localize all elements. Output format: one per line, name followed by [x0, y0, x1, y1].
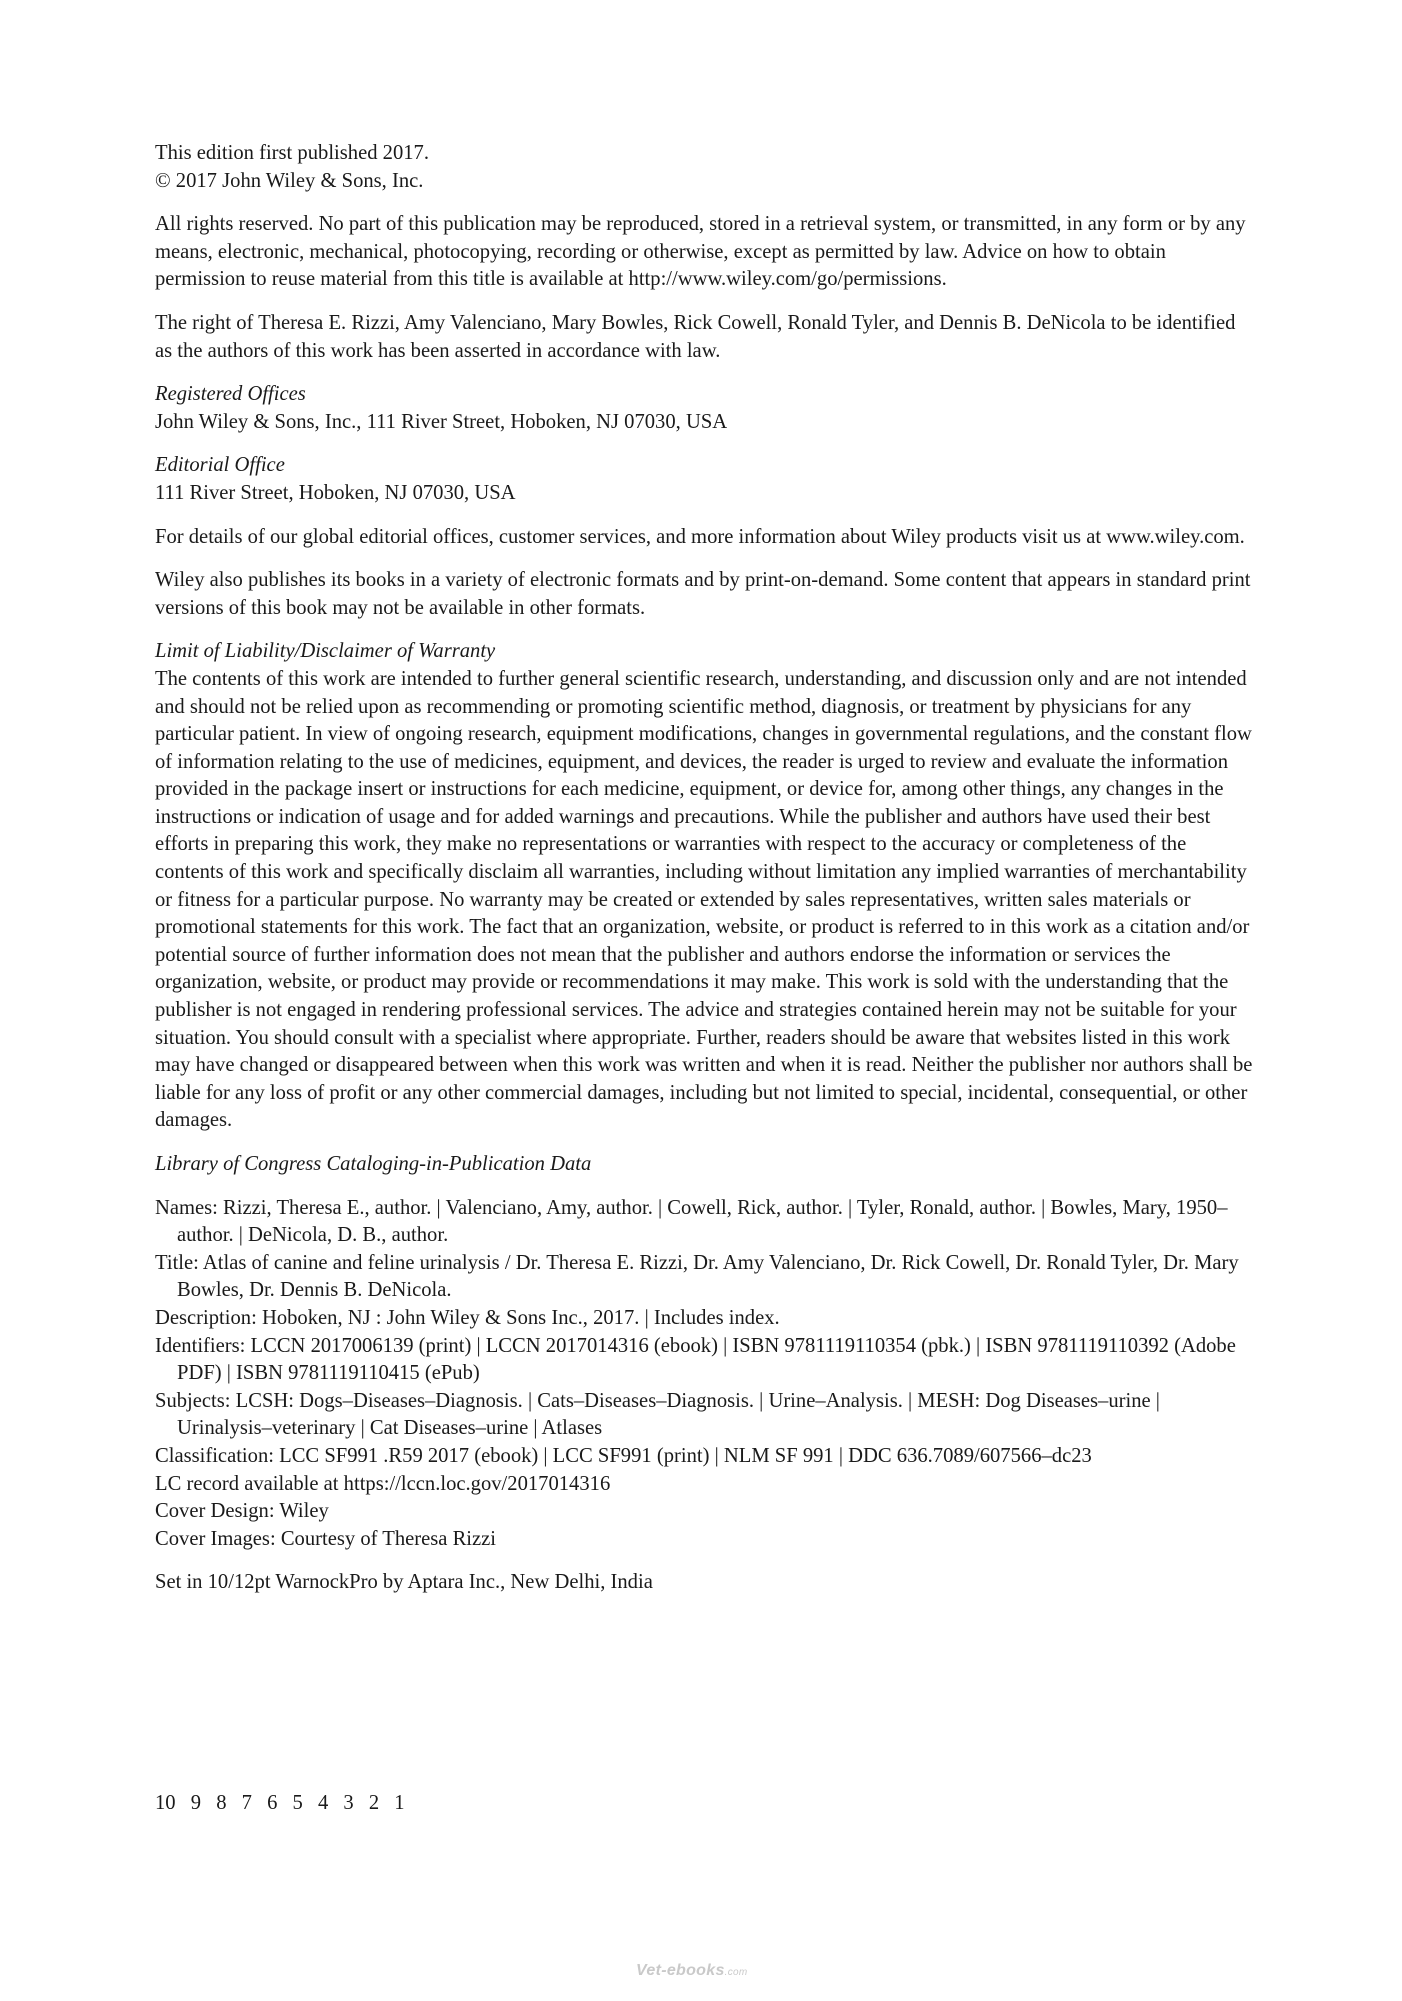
editorial-office-address: 111 River Street, Hoboken, NJ 07030, USA	[155, 481, 516, 504]
print-line: 10 9 8 7 6 5 4 3 2 1	[155, 1792, 405, 1814]
copyright-page	[155, 140, 1255, 1613]
cip-lc-record: LC record available at https://lccn.loc.gov/2017014316	[155, 1472, 611, 1495]
editorial-office-heading: Editorial Office	[155, 454, 285, 477]
registered-offices	[155, 381, 1255, 436]
details-paragraph: For details of our global editorial offices, customer services, and more information about Wiley products visit us at www.wiley.com.	[155, 525, 1245, 548]
watermark-suffix: .com	[724, 1967, 748, 1978]
cip-identifiers: Identifiers: LCCN 2017006139 (print) | LCCN 2017014316 (ebook) | ISBN 9781119110354 (pbk.) | ISBN 9781119110392 (Adobe PDF) | ISBN 9781119110415 (ePub)	[155, 1334, 1236, 1385]
edition-block	[155, 140, 1255, 195]
cover-design: Cover Design: Wiley	[155, 1500, 329, 1523]
registered-offices-address: John Wiley & Sons, Inc., 111 River Street, Hoboken, NJ 07030, USA	[155, 410, 728, 433]
cip-title: Title: Atlas of canine and feline urinalysis / Dr. Theresa E. Rizzi, Dr. Amy Valenciano, Dr. Rick Cowell, Dr. Ronald Tyler, Dr. Mary Bowles, Dr. Dennis B. DeNicola.	[155, 1251, 1239, 1302]
registered-offices-heading: Registered Offices	[155, 383, 306, 406]
cip-classification: Classification: LCC SF991 .R59 2017 (ebook) | LCC SF991 (print) | NLM SF 991 | DDC 636.7089/607566–dc23	[155, 1444, 1092, 1467]
formats-paragraph: Wiley also publishes its books in a variety of electronic formats and by print-on-demand. Some content that appears in standard print versions of this book may not be available in other formats.	[155, 569, 1251, 619]
edition-line: This edition first published 2017.	[155, 142, 429, 164]
typeset-line: Set in 10/12pt WarnockPro by Aptara Inc., New Delhi, India	[155, 1571, 653, 1594]
watermark-logo	[636, 1962, 748, 1980]
cip-subjects: Subjects: LCSH: Dogs–Diseases–Diagnosis. | Cats–Diseases–Diagnosis. | Urine–Analysis. | MESH: Dog Diseases–urine | Urinalysis–veterinary | Cat Diseases–urine | Atlases	[155, 1389, 1160, 1440]
watermark-main: Vet-ebooks	[636, 1962, 725, 1979]
cover-credits	[155, 1498, 1255, 1553]
rights-paragraph: All rights reserved. No part of this publication may be reproduced, stored in a retrieval system, or transmitted, in any form or by any means, electronic, mechanical, photocopying, recording or otherwise, except as permitted by law. Advice on how to obtain permission to reuse material from this title is available at http://www.wiley.com/go/permissions.	[155, 213, 1246, 291]
cip-data	[155, 1195, 1255, 1499]
disclaimer	[155, 638, 1255, 1135]
disclaimer-heading: Limit of Liability/Disclaimer of Warranty	[155, 640, 496, 663]
disclaimer-text: The contents of this work are intended to further general scientific research, understanding, and discussion only and are not intended and should not be relied upon as recommending or promoting scientific method, diagnosis, or treatment by physicians for any particular patient. In view of ongoing research, equipment modifications, changes in governmental regulations, and the constant flow of information relating to the use of medicines, equipment, and devices, the reader is urged to review and evaluate the information provided in the package insert or instructions for each medicine, equipment, or device for, among other things, any changes in the instructions or indication of usage and for added warnings and precautions. While the publisher and authors have used their best efforts in preparing this work, they make no representations or warranties with respect to the accuracy or completeness of the contents of this work and specifically disclaim all warranties, including without limitation any implied warranties of merchantability or fitness for a particular purpose. No warranty may be created or extended by sales representatives, written sales materials or promotional statements for this work. The fact that an organization, website, or product is referred to in this work as a citation and/or potential source of further information does not mean that the publisher and authors endorse the information or services the organization, website, or product may provide or recommendations it may make. This work is sold with the understanding that the publisher is not engaged in rendering professional services. The advice and strategies contained herein may not be suitable for your situation. You should consult with a specialist where appropriate. Further, readers should be aware that websites listed in this work may have changed or disappeared between when this work was written and when it is read. Neither the publisher nor authors shall be liable for any loss of profit or any other commercial damages, including but not limited to special, incidental, consequential, or other damages.	[155, 667, 1253, 1132]
cover-images: Cover Images: Courtesy of Theresa Rizzi	[155, 1527, 497, 1550]
cip-description: Description: Hoboken, NJ : John Wiley & Sons Inc., 2017. | Includes index.	[155, 1306, 780, 1329]
cip-names: Names: Rizzi, Theresa E., author. | Valenciano, Amy, author. | Cowell, Rick, author. | Tyler, Ronald, author. | Bowles, Mary, 1950– author. | DeNicola, D. B., author.	[155, 1196, 1228, 1247]
editorial-office	[155, 452, 1255, 507]
authors-right-paragraph: The right of Theresa E. Rizzi, Amy Valenciano, Mary Bowles, Rick Cowell, Ronald Tyler, and Dennis B. DeNicola to be identified as the authors of this work has been asserted in accordance with law.	[155, 311, 1236, 362]
copyright-line: © 2017 John Wiley & Sons, Inc.	[155, 169, 424, 192]
cip-heading: Library of Congress Cataloging-in-Publication Data	[155, 1153, 592, 1175]
